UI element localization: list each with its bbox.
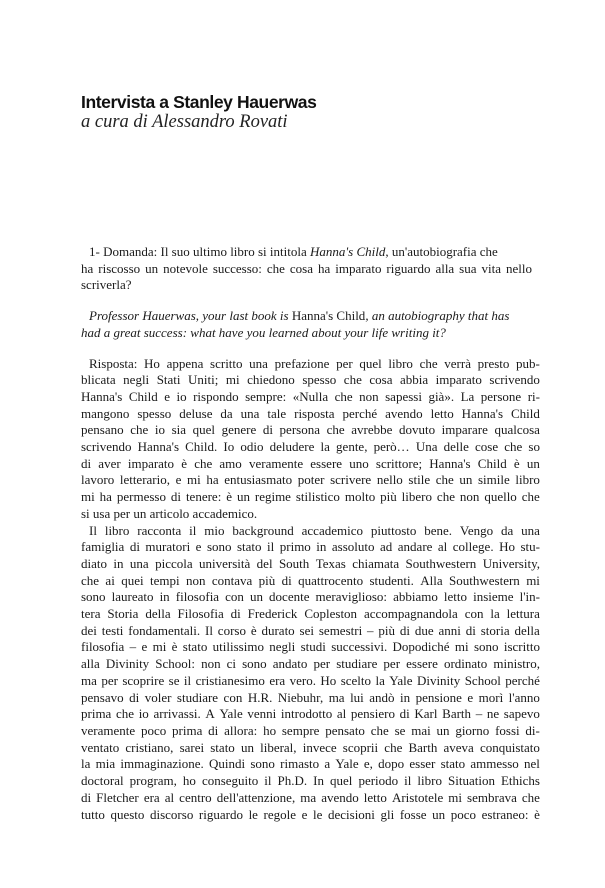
text-line: mangono spesso deluse da una tale risposta perché avendo letto Hanna's Child	[81, 405, 540, 421]
text-line: la mia immaginazione. Quindi sono rimasto a Yale e, dopo esser stato ammesso nel	[81, 756, 540, 772]
text-line: ma per scoprire se il cristianesimo era vero. Ho scelto la Yale Divinity School perché	[81, 672, 540, 688]
text-line: had a great success: what have you learned about your life writing it?	[81, 324, 446, 340]
answer-paragraph-1	[81, 356, 540, 523]
article-title: Intervista a Stanley Hauerwas	[81, 92, 317, 112]
question-number: 1-	[89, 244, 100, 259]
text-line: alla Divinity School: non ci sono andato per studiare per essere ordinato ministro,	[81, 656, 540, 672]
text-line: famiglia di muratori e sono stato il primo in assoluto ad andare al college. Ho stu-	[81, 539, 540, 555]
text-line: doctoral program, ho conseguito il Ph.D. In quel periodo il libro Situation Ethichs	[81, 773, 540, 789]
text-line: Risposta: Ho appena scritto una prefazione per quel libro che verrà presto pub-	[89, 355, 540, 371]
text-line: scrivendo Hanna's Child. Io odio deludere la gente, però… Una delle cose che so	[81, 439, 540, 455]
question-english-paragraph	[81, 308, 540, 341]
text-line: filosofia – e mi è stato utilissimo negli studi successivi. Dopodiché mi sono iscritto	[81, 639, 540, 655]
text-line: tutto questo discorso riguardo le regole e le decisioni gli fosse un poco estraneo: è	[81, 806, 540, 822]
text-line: ventato cristiano, sarei stato un liberal, invece scoprii che Barth aveva conquistato	[81, 739, 540, 755]
text-line: pensavo di voler studiare con H.R. Niebuhr, ma lui andò in pensione e morì l'anno	[81, 689, 540, 705]
article-body	[81, 244, 540, 823]
text-line: di Fletcher era al centro dell'attenzione, ma avendo letto Aristotele mi sembrava che	[81, 789, 540, 805]
text-line: blicata negli Stati Uniti; mi chiedono spesso che cosa abbia imparato scrivendo	[81, 372, 540, 388]
text-line: che ai quei tempi non contava più di quattrocento studenti. Alla Southwestern mi	[81, 572, 540, 588]
text-line: pensano che io sia quel genere di persona che avrebbe dovuto imparare qualcosa	[81, 422, 540, 438]
text-line: dei testi fondamentali. Il corso è durato sei semestri – più di due anni di storia della	[81, 622, 540, 638]
text-line: Hanna's Child e io rispondo sempre: «Nulla che non sapessi già». La persone ri-	[81, 388, 540, 404]
question-paragraph	[81, 244, 540, 294]
text-line: scriverla?	[81, 277, 132, 293]
text-line: prima che io arrivassi. A Yale venni introdotto al pensiero di Karl Barth – ne sapevo	[81, 706, 540, 722]
text-line: 1- Domanda: Il suo ultimo libro si intitola Hanna's Child, un'autobiografia che	[81, 244, 540, 261]
text-line: ha riscosso un notevole successo: che cosa ha imparato riguardo alla sua vita nello	[81, 260, 532, 276]
text-line: mi ha permesso di tenere: è un regime stilistico molto più libero che non quello che	[81, 489, 540, 505]
text-line: Professor Hauerwas, your last book is Hanna's Child, an autobiography that has	[89, 308, 510, 324]
text-line: sono laureato in filosofia con un docente meraviglioso: abbiamo letto insieme l'in-	[81, 589, 540, 605]
text-line: di aver imparato è che amo veramente essere uno scrittore; Hanna's Child è un	[81, 455, 540, 471]
article-subtitle: a cura di Alessandro Rovati	[81, 112, 288, 132]
text-line: Il libro racconta il mio background accademico piuttosto bene. Vengo da una	[89, 522, 540, 538]
text-line: tera Storia della Filosofia di Frederick Copleston accompagnandola con la lettura	[81, 606, 540, 622]
answer-paragraph-2	[81, 523, 540, 824]
text-line: diato in una piccola università del South Texas chiamata Southwestern University,	[81, 555, 540, 571]
text-line: si usa per un articolo accademico.	[81, 505, 258, 521]
text-line: lavoro letterario, e mi ha entusiasmato poter scrivere nello stile che un simile libro	[81, 472, 540, 488]
text-line: veramente poco prima di allora: ho sempre pensato che se mai un giorno fossi di-	[81, 722, 540, 738]
